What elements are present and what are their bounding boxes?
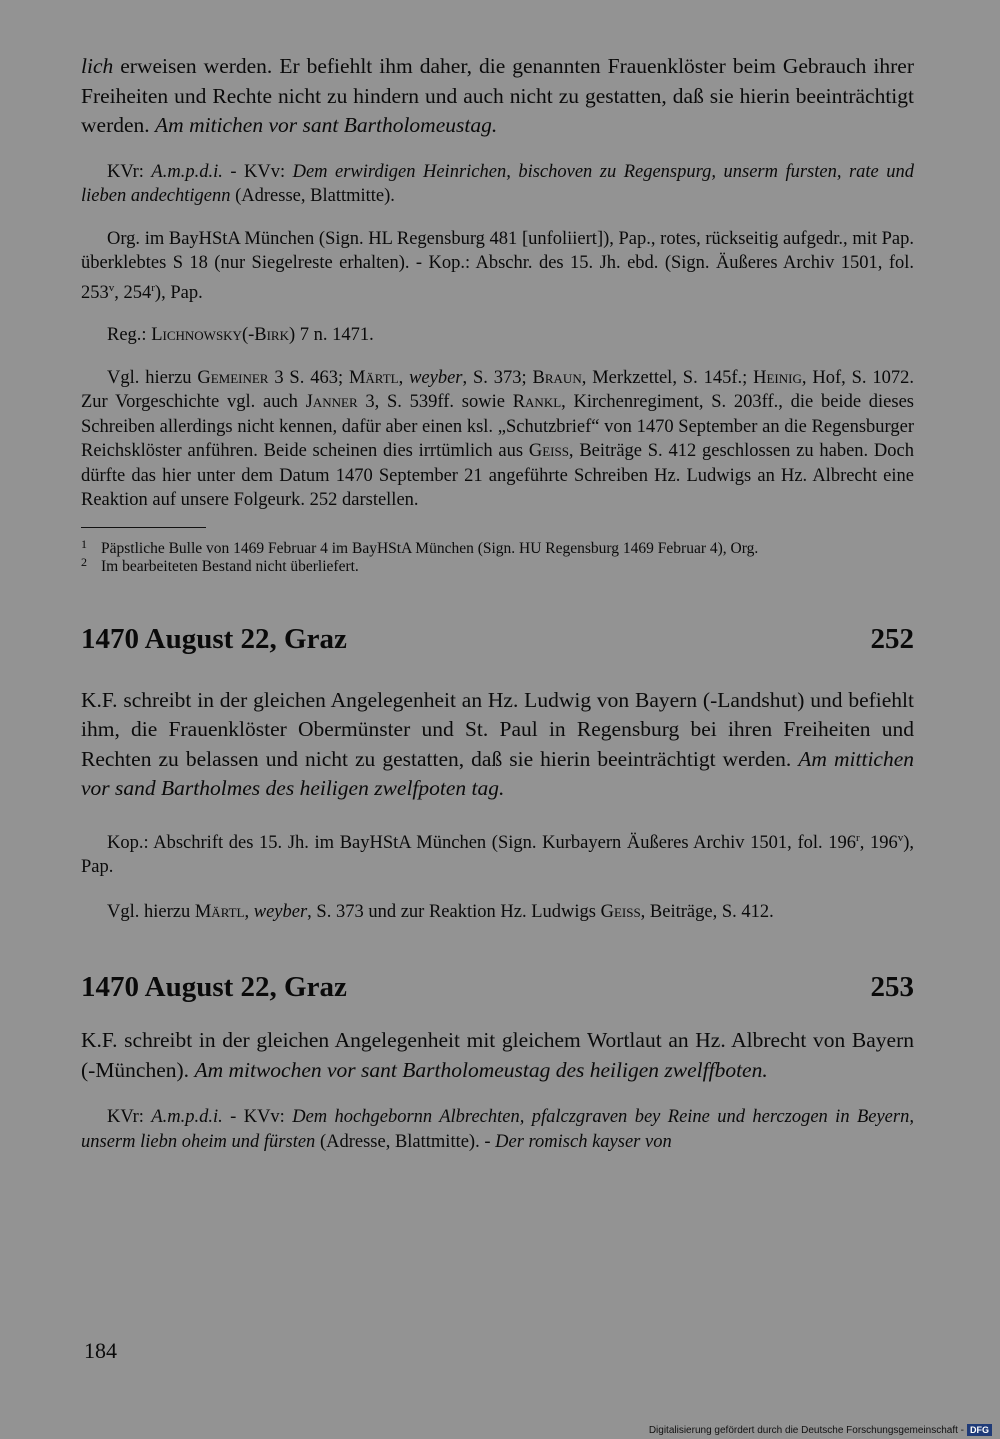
- superscript: r: [151, 281, 155, 294]
- dfg-logo: DFG: [967, 1424, 992, 1436]
- text: , Beiträge S. 412 geschlossen zu haben. Doch dürfte das hier unter dem Datum 1470 September 21 angeführte Schreiben Hz. Ludwigs an Hz. Albrecht eine Reaktion auf unsere Folgeurk. 252 darstellen.: [81, 441, 915, 511]
- date-clause: Am mittichen vor sand Bartholmes des heiligen zwelfpoten tag.: [81, 746, 915, 801]
- entry-number: 252: [870, 622, 914, 655]
- text: , Kirchenregiment, S. 203ff., die beide dieses Schreiben allerdings nicht kennen, dafür aber einen ksl. „Schutzbrief“ von 1470 September an die Regensburger Reichsklöster anführen. Beide scheinen dies irrtümlich aus: [81, 392, 914, 462]
- text: 3, S. 539ff. sowie: [357, 392, 513, 413]
- superscript: v: [897, 831, 904, 844]
- text: Vgl. hierzu: [107, 901, 195, 922]
- author-name: Geiß: [600, 901, 641, 922]
- text-italic: Dem erwirdigen Heinrichen, bischoven zu Regenspurg, unserm fursten, rate und lieben andechtigenn: [81, 161, 914, 206]
- reg-note: [81, 323, 914, 348]
- entry-253-summary: [81, 1026, 914, 1085]
- author-name: Gemeiner: [197, 367, 269, 388]
- entry-heading-253: [81, 970, 914, 1004]
- vgl-note-252: [81, 900, 914, 925]
- author-name: Heinig: [753, 367, 802, 388]
- text: 3 S. 463;: [268, 367, 349, 388]
- footnote-number: 2: [81, 554, 87, 569]
- text: K.F. schreibt in der gleichen Angelegenheit mit gleichem Wortlaut an Hz. Albrecht von Bayern (-München).: [81, 1028, 914, 1082]
- text: Vgl. hierzu: [107, 367, 198, 388]
- text: - KVv:: [222, 1107, 293, 1128]
- footer-text: Digitalisierung gefördert durch die Deutsche Forschungsgemeinschaft -: [648, 1424, 964, 1436]
- footnote-text: Päpstliche Bulle von 1469 Februar 4 im BayHStA München (Sign. HU Regensburg 1469 Februar 4), Org.: [101, 539, 759, 557]
- text: - KVv:: [222, 161, 293, 182]
- text: ), Pap.: [81, 832, 915, 878]
- text-italic: Der romisch kayser von: [495, 1131, 672, 1152]
- vgl-note: [81, 366, 914, 513]
- text-italic: A.m.p.d.i.: [151, 1107, 223, 1128]
- text: , Merkzettel, S. 145f.;: [581, 367, 754, 388]
- text: K.F. schreibt in der gleichen Angelegenheit an Hz. Ludwig von Bayern (-Landshut) und befiehlt ihm, die Frauenklöster Obermünster und St. Paul in Regensburg bei ihren Freiheiten und Rechten zu belassen und nicht zu gestatten, daß sie hierin beeinträchtigt werden.: [81, 687, 914, 771]
- footnote-2: [81, 554, 914, 576]
- text: , Hof, S. 1072. Zur Vorgeschichte vgl. auch: [81, 367, 915, 413]
- text: 7 n. 1471.: [295, 325, 374, 346]
- org-note: [81, 227, 914, 306]
- footnote-number: 1: [81, 536, 87, 551]
- author-name: Geiß: [528, 441, 569, 462]
- text: Org. im BayHStA München (Sign. HL Regensburg 481 [unfoliiert]), Pap., rotes, rückseitig aufgedr., mit Pap. überklebtes S 18 (nur Siegelreste erhalten). - Kop.: Abschr. des 15. Jh. ebd. (Sign. Äußeres Archiv 1501, fol. 253: [81, 228, 914, 303]
- text-italic: weyber: [409, 367, 463, 388]
- text: , 254: [114, 282, 152, 303]
- author-name: Märtl: [194, 901, 245, 922]
- author-name: Rankl: [512, 392, 562, 413]
- page-content: [81, 52, 914, 1154]
- kv-note: [81, 160, 914, 209]
- text: (Adresse, Blattmitte).: [230, 186, 395, 206]
- entry-number: 253: [870, 971, 914, 1004]
- text: (Adresse, Blattmitte). -: [315, 1131, 496, 1152]
- text: , S. 373;: [462, 367, 533, 388]
- entry-252-summary: [81, 686, 914, 804]
- author-name: Lichnowsky(-Birk): [151, 325, 296, 346]
- superscript: v: [108, 281, 115, 294]
- text-italic: A.m.p.d.i.: [151, 161, 223, 182]
- text: Kop.: Abschrift des 15. Jh. im BayHStA München (Sign. Kurbayern Äußeres Archiv 1501, fol. 196: [107, 832, 857, 853]
- footnote-1: [81, 536, 914, 558]
- footnote-divider: [81, 527, 206, 528]
- paragraph-continuation: [81, 52, 914, 141]
- text-italic: Dem hochgebornn Albrechten, pfalczgraven bey Reine und herczogen in Beyern, unserm liebn oheim und fürsten: [81, 1107, 914, 1152]
- kop-note: [81, 826, 914, 880]
- text: erweisen werden. Er befiehlt ihm daher, die genannten Frauenklöster beim Gebrauch ihrer Freiheiten und Rechte nicht zu hindern und auch nicht zu gestatten, daß sie hierin beeinträchtigt werden.: [81, 54, 914, 137]
- date-clause: Am mitwochen vor sant Bartholomeustag des heiligen zwelffboten.: [194, 1057, 768, 1082]
- text: ), Pap.: [154, 282, 203, 303]
- text-italic: lich: [81, 54, 114, 78]
- date-clause: Am mitichen vor sant Bartholomeustag.: [155, 113, 498, 137]
- footnote-text: Im bearbeiteten Bestand nicht überliefert.: [101, 557, 359, 575]
- entry-heading-252: [81, 622, 914, 656]
- author-name: Braun: [532, 367, 582, 388]
- text: , 196: [859, 832, 898, 853]
- entry-date: 1470 August 22, Graz: [81, 622, 347, 655]
- superscript: r: [856, 831, 860, 844]
- author-name: Janner: [305, 392, 358, 413]
- text: ,: [398, 367, 410, 388]
- text: , Beiträge, S. 412.: [640, 901, 774, 922]
- text: KVr:: [107, 1107, 152, 1128]
- text: , S. 373 und zur Reaktion Hz. Ludwigs: [307, 901, 601, 922]
- text: ,: [244, 901, 254, 922]
- author-name: Märtl: [348, 367, 399, 388]
- text: Reg.:: [107, 325, 152, 346]
- footer-credit: [649, 1424, 992, 1436]
- entry-date: 1470 August 22, Graz: [81, 971, 347, 1004]
- kv-note-253: [81, 1105, 914, 1154]
- text: KVr:: [107, 161, 152, 182]
- text-italic: weyber: [253, 901, 308, 922]
- page-number: 184: [84, 1338, 117, 1363]
